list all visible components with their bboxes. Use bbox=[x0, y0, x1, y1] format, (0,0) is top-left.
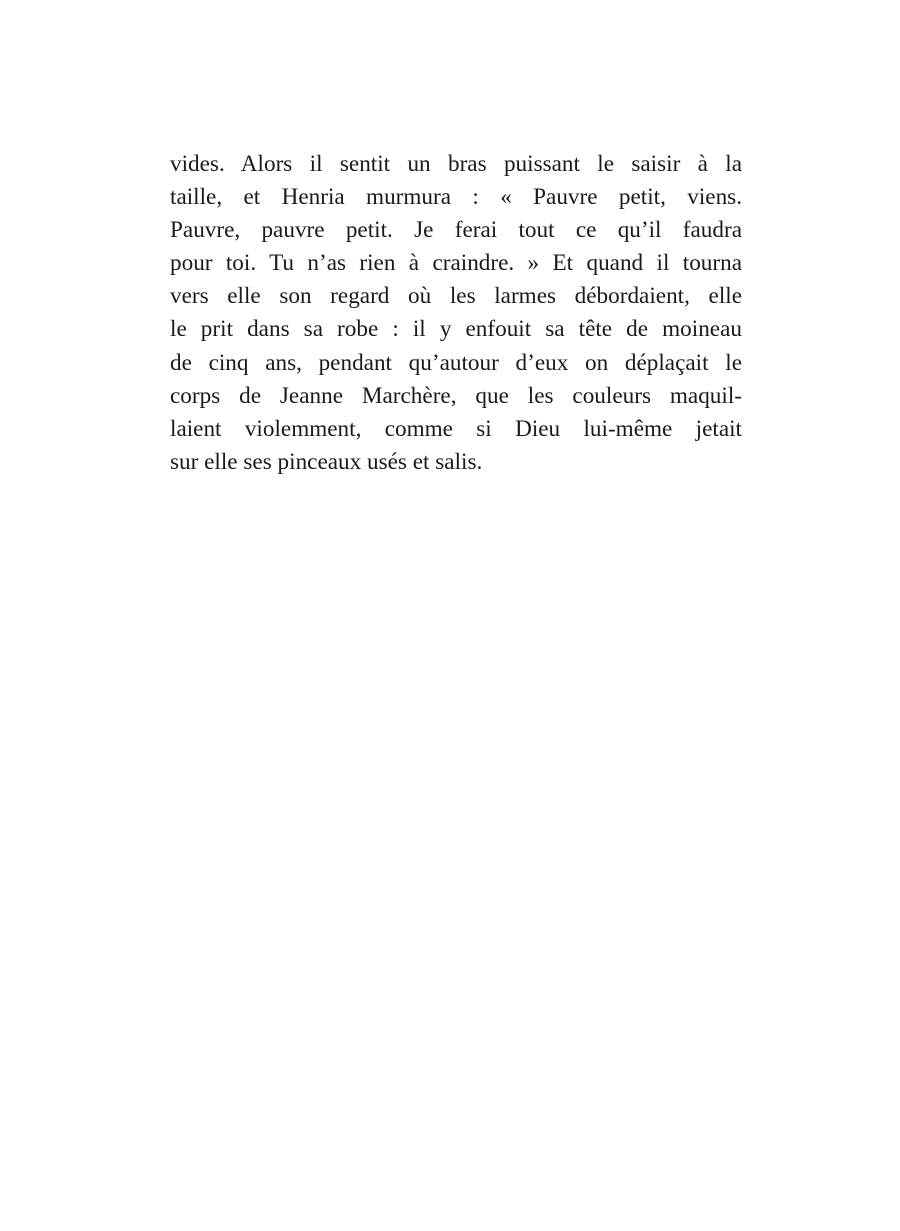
text-line-content: vides. Alors il sentit un bras puissant le saisir à la bbox=[170, 151, 742, 177]
text-line-content: vers elle son regard où les larmes débordaient, elle bbox=[170, 283, 742, 310]
body-text-block bbox=[170, 148, 742, 479]
text-line bbox=[170, 446, 742, 479]
text-line-content: corps de Jeanne Marchère, que les couleurs maquil- bbox=[170, 382, 742, 409]
text-line bbox=[170, 214, 742, 247]
text-line bbox=[170, 347, 742, 380]
text-line-content: laient violemment, comme si Dieu lui-même jetait bbox=[170, 415, 742, 442]
text-line bbox=[170, 280, 742, 313]
body-paragraph bbox=[170, 148, 742, 479]
text-line-content: pour toi. Tu n’as rien à craindre. » Et quand il tourna bbox=[170, 250, 742, 277]
text-line bbox=[170, 148, 742, 181]
text-line bbox=[170, 313, 742, 346]
text-line-content: sur elle ses pinceaux usés et salis. bbox=[170, 448, 483, 475]
text-line-content: Pauvre, pauvre petit. Je ferai tout ce qu’il faudra bbox=[170, 217, 742, 244]
text-line-content: de cinq ans, pendant qu’autour d’eux on déplaçait le bbox=[170, 349, 742, 376]
text-line-content: le prit dans sa robe : il y enfouit sa tête de moineau bbox=[170, 316, 742, 343]
text-line bbox=[170, 380, 742, 413]
text-line bbox=[170, 413, 742, 446]
text-line-content: taille, et Henria murmura : « Pauvre petit, viens. bbox=[170, 184, 742, 211]
text-line bbox=[170, 247, 742, 280]
text-line bbox=[170, 181, 742, 214]
